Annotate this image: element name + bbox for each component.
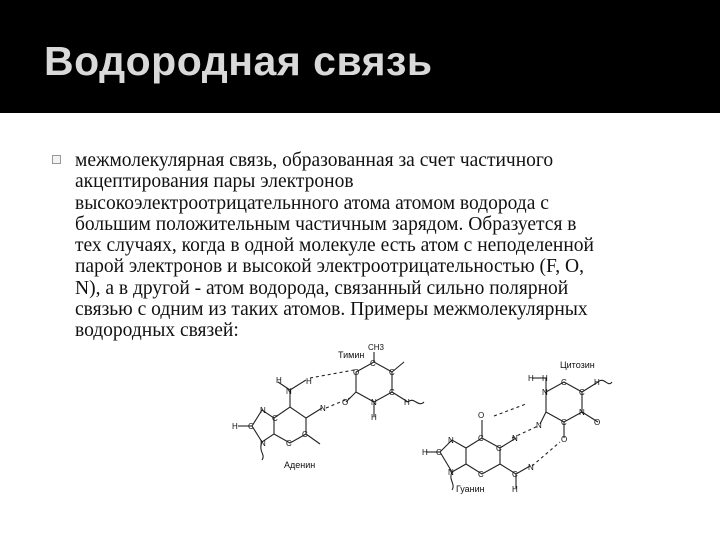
thymine-label: Тимин [338,350,365,360]
adenine-molecule [238,380,322,460]
svg-text:H: H [404,398,410,407]
svg-text:N: N [536,421,542,430]
svg-text:O: O [342,398,349,407]
svg-text:C: C [286,439,292,448]
svg-text:C: C [436,448,442,457]
svg-text:O: O [594,418,601,427]
svg-text:N: N [579,408,585,417]
svg-text:N: N [528,463,534,472]
bullet-line: тех случаях, когда в одной молекуле есть атом с неподеленной [75,235,594,257]
svg-text:C: C [272,414,278,423]
thymine-molecule [346,352,424,416]
svg-text:H: H [594,378,600,387]
svg-text:N: N [448,436,454,445]
bullet-line: большим положительным частичным зарядом. Образуется в [75,213,577,235]
bullet-line: межмолекулярная связь, образованная за счет частичного [75,150,554,171]
svg-text:N: N [260,406,266,415]
bullet-text [75,150,672,342]
bullet-line: водородных связей: [75,320,239,342]
svg-text:C: C [579,388,585,397]
bullet-item [52,150,672,342]
svg-text:O: O [353,368,360,377]
adenine-label: Аденин [284,460,316,470]
base-pairing-figure [220,340,620,505]
bullet-line: высокоэлектроотрицательнного атома атомом водорода с [75,192,549,214]
svg-text:C: C [561,418,567,427]
svg-text:C: C [496,444,502,453]
svg-text:O: O [561,435,568,444]
svg-text:N: N [448,468,454,477]
svg-text:C: C [478,434,484,443]
svg-text:N: N [542,388,548,397]
svg-text:N: N [512,434,518,443]
cytosine-label: Цитозин [560,360,595,370]
svg-text:N: N [286,387,292,396]
title-bar [0,0,720,113]
bullet-line: связью с одним из таких атомов. Примеры межмолекулярных [75,299,588,321]
svg-text:N: N [260,439,266,448]
slide-title: Водородная связь [44,38,433,84]
svg-text:H: H [306,377,312,386]
svg-text:C: C [389,388,395,397]
svg-text:C: C [478,470,484,479]
guanine-label: Гуанин [456,484,485,494]
svg-text:H: H [512,485,518,494]
svg-text:C: C [302,430,308,439]
cytosine-molecule [532,378,612,438]
svg-text:H: H [276,376,282,385]
svg-text:H: H [232,422,238,431]
methyl-label: CH3 [368,343,385,352]
svg-text:C: C [512,470,518,479]
svg-text:H: H [371,413,377,422]
svg-text:H: H [422,448,428,457]
svg-text:N: N [371,398,377,407]
svg-text:C: C [389,368,395,377]
svg-text:H: H [542,374,548,383]
bullet-line: акцептирования пары электронов [75,171,354,193]
bullet-marker-icon [52,155,61,164]
svg-text:O: O [478,411,485,420]
svg-text:C: C [370,359,376,368]
svg-text:C: C [561,378,567,387]
svg-text:H: H [528,374,534,383]
svg-text:N: N [320,404,326,413]
svg-text:C: C [248,422,254,431]
bullet-line: N), а в другой - атом водорода, связанный сильно полярной [75,277,569,299]
bullet-line: парой электронов и высокой электроотрицательностью (F, O, [75,256,584,278]
